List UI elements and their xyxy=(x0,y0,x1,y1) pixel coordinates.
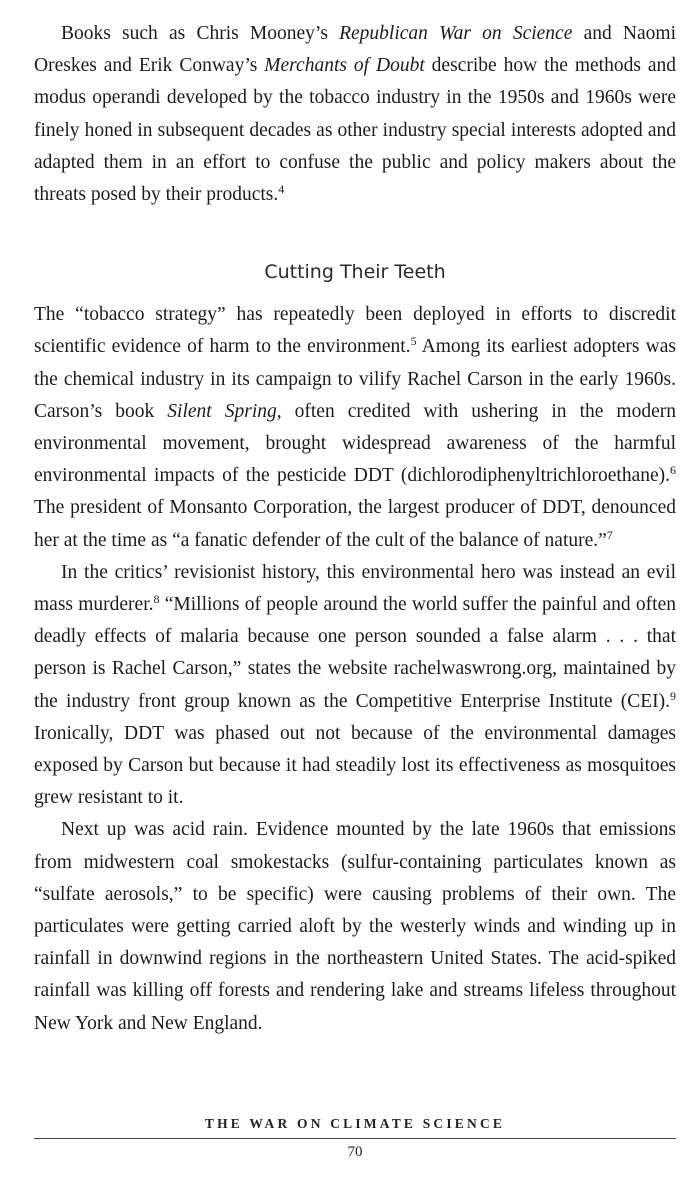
paragraph-1-text-4: The president of Monsanto Corporation, the largest producer of DDT, denounced her at the time as “a fanatic defender of the cult of the balance of nature.” xyxy=(34,497,676,551)
intro-paragraph xyxy=(34,18,676,211)
paragraph-2-text-1: In the critics’ revisionist history, this environmental hero was instead an evil mass murderer. xyxy=(34,561,676,616)
intro-text-3: describe how the methods and modus operandi developed by the tobacco industry in the 1950s and 1960s were finely honed in subsequent decades as other industry special interests adopted and adapted them in an effort to confuse the public and policy makers about the threats posed by their products. xyxy=(34,55,677,206)
paragraph-2-text-2: “Millions of people around the world suffer the painful and often deadly effects of malaria because one person sounded a false alarm . . . that person is Rachel Carson,” states the website rachelwaswrong.org, maintained by the industry front group known as the Competitive Enterprise Institute (CEI). xyxy=(34,594,676,712)
page-number: 70 xyxy=(347,1144,363,1160)
intro-text-1: Books such as Chris Mooney’s xyxy=(61,23,340,44)
footnote-marker-5: 5 xyxy=(410,334,417,349)
footnote-marker-4: 4 xyxy=(278,182,285,197)
page-body xyxy=(34,18,676,1040)
footnote-marker-7: 7 xyxy=(606,527,613,542)
page-footer xyxy=(34,1112,676,1163)
footer-rule xyxy=(34,1138,676,1139)
paragraph-3 xyxy=(34,814,676,1039)
running-title: THE WAR ON CLIMATE SCIENCE xyxy=(204,1116,506,1131)
paragraph-2 xyxy=(34,557,676,815)
footnote-marker-8: 8 xyxy=(153,592,160,607)
paragraph-1-text-1: The “tobacco strategy” has repeatedly been deployed in efforts to discredit scientific evidence of harm to the environment. xyxy=(34,304,676,358)
footnote-marker-9: 9 xyxy=(670,688,676,703)
intro-text-2: and Naomi Oreskes and Erik Conway’s xyxy=(34,23,676,77)
section-heading: Cutting Their Teeth xyxy=(264,261,446,284)
footnote-marker-6: 6 xyxy=(670,463,676,478)
paragraph-1-text-2: Among its earliest adopters was the chemical industry in its campaign to vilify Rachel Carson in the early 1960s. Carson’s book xyxy=(34,336,676,422)
paragraph-1 xyxy=(34,299,676,557)
paragraph-1-text-3: often credited with ushering in the modern environmental movement, brought widespread awareness of the harmful environmental impacts of the pesticide DDT (dichlorodiphenyltrichloroethane). xyxy=(34,400,676,487)
paragraph-3-text-1: Next up was acid rain. Evidence mounted by the late 1960s that emissions from midwestern coal smokestacks (sulfur-containing particulates known as “sulfate aerosols,” to be specific) were causing problems of their own. The particulates were getting carried aloft by the westerly winds and winding up in rainfall in downwind regions in the northeastern United States. The acid-spiked rainfall was killing off forests and rendering lake and streams lifeless throughout New York and New England. xyxy=(34,819,676,1034)
intro-book-title-2: Merchants of Doubt xyxy=(264,55,425,77)
paragraph-2-text-3: Ironically, DDT was phased out not because of the environmental damages exposed by Carson but because it had steadily lost its effectiveness as mosquitoes grew resistant to it. xyxy=(34,722,676,809)
paragraph-1-book-title: Silent Spring, xyxy=(167,400,282,422)
intro-book-title-1: Republican War on Science xyxy=(339,23,573,44)
